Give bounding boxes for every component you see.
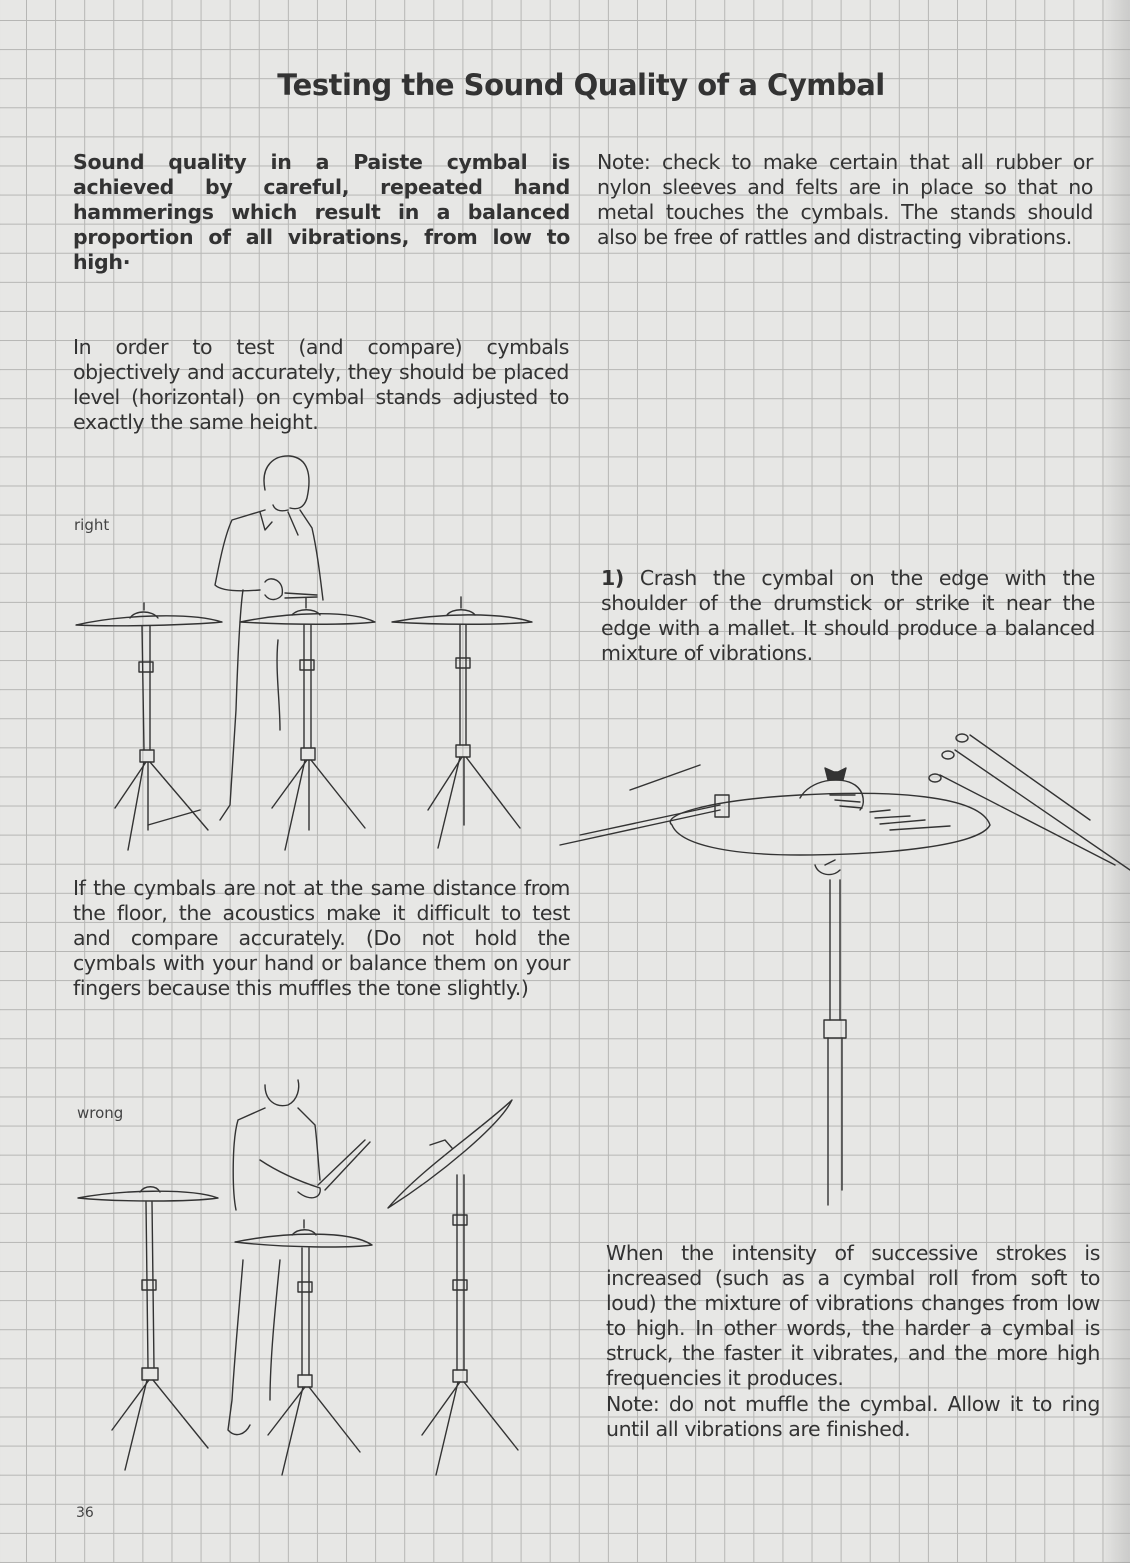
caption-right: right <box>74 516 110 534</box>
caption-wrong: wrong <box>77 1104 124 1122</box>
crash-illustration <box>560 700 1130 1220</box>
cymbal-stand-wrong-left <box>78 1187 218 1470</box>
wrong-setup-illustration <box>60 1080 560 1480</box>
cymbal-stand-left <box>76 603 222 850</box>
cymbal-stand-right <box>392 597 532 848</box>
step1-text: Crash the cymbal on the edge with the shoulder of the drumstick or strike it near the edge with a mallet. It should produce a balanced mixture of vibrations. <box>601 566 1095 665</box>
level-stands-paragraph: In order to test (and compare) cymbals objectively and accurately, they should be placed level (horizontal) on cymbal stands adjusted to exactly the same height. <box>73 335 569 434</box>
cymbal-stand-center <box>240 598 375 850</box>
crash-stand <box>815 860 846 1205</box>
step1-number: 1) <box>601 566 624 590</box>
intensity-paragraph: When the intensity of successive strokes is increased (such as a cymbal roll from soft to loud) the mixture of vibrations changes from low to high. In other words, the harder a cymbal is struck, the faster it vibrates, and the more high frequencies it produces. <box>606 1241 1100 1390</box>
lead-paragraph: Sound quality in a Paiste cymbal is achieved by careful, repeated hand hammerings which result in a balanced proportion of all vibrations, from low to high· <box>73 150 570 274</box>
note-muffle-paragraph: Note: do not muffle the cymbal. Allow it to ring until all vibrations are finished. <box>606 1392 1100 1441</box>
cymbal-stand-wrong-right <box>388 1100 518 1475</box>
right-setup-illustration <box>60 450 560 870</box>
step1-paragraph <box>601 566 1095 666</box>
cymbal-stand-wrong-center <box>235 1220 372 1475</box>
drumsticks <box>929 734 1130 870</box>
page-number: 36 <box>76 1505 94 1521</box>
drummer-figure <box>215 456 323 820</box>
crash-cymbal <box>560 765 990 855</box>
note-stands-paragraph: Note: check to make certain that all rubber or nylon sleeves and felts are in place so that no metal touches the cymbals. The stands should also be free of rattles and distracting vibrations. <box>597 150 1093 249</box>
page-title: Testing the Sound Quality of a Cymbal <box>277 68 885 102</box>
distance-warning-paragraph: If the cymbals are not at the same distance from the floor, the acoustics make it difficult to test and compare accurately. (Do not hold the cymbals with your hand or balance them on your fingers because this muffles the tone slightly.) <box>73 876 570 1000</box>
drummer-figure-wrong <box>228 1080 370 1435</box>
